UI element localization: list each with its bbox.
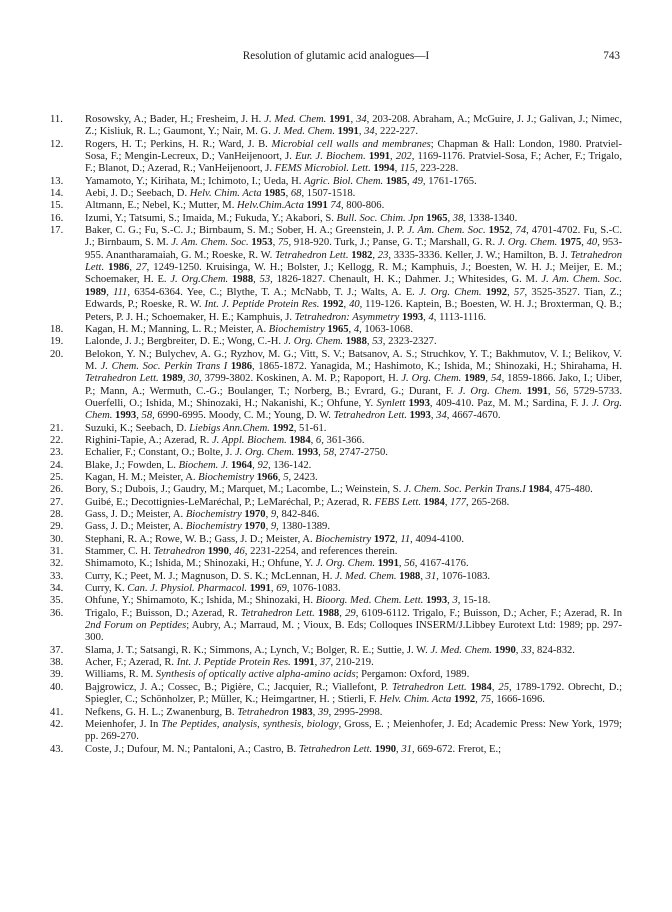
reference-text: Righini-Tapie, A.; Azerad, R. J. Appl. Biochem. 1984, 6, 361-366. bbox=[85, 434, 365, 446]
reference-item bbox=[50, 435, 622, 447]
reference-item bbox=[50, 114, 622, 139]
reference-item bbox=[50, 608, 622, 645]
reference-text: Gass, J. D.; Meister, A. Biochemistry 1970, 9, 1380-1389. bbox=[85, 521, 331, 533]
reference-number: 29. bbox=[50, 521, 64, 533]
reference-item bbox=[50, 139, 622, 176]
reference-text: Suzuki, K.; Seebach, D. Liebigs Ann.Chem. 1992, 51-61. bbox=[85, 422, 327, 434]
reference-text: Guibé, E.; Decottignies-LeMaréchal, P.; LeMaréchal, P.; Azerad, R. FEBS Lett. 1984, 177, 265-268. bbox=[85, 496, 510, 508]
reference-item bbox=[50, 472, 622, 484]
reference-item bbox=[50, 176, 622, 188]
reference-number: 22. bbox=[50, 434, 64, 446]
reference-text: Echalier, F.; Constant, O.; Bolte, J. J. Org. Chem. 1993, 58, 2747-2750. bbox=[85, 447, 388, 459]
reference-number: 19. bbox=[50, 336, 64, 348]
reference-item bbox=[50, 484, 622, 496]
reference-item bbox=[50, 423, 622, 435]
reference-text: Meienhofer, J. In The Peptides, analysis, synthesis, biology, Gross, E. ; Meienhofer, J. Ed; Academic Press: New York, 1979; pp. 269-270. bbox=[85, 718, 622, 743]
reference-number: 14. bbox=[50, 188, 64, 200]
reference-number: 40. bbox=[50, 681, 64, 693]
reference-list bbox=[50, 114, 622, 756]
reference-item bbox=[50, 213, 622, 225]
reference-item bbox=[50, 447, 622, 459]
reference-item bbox=[50, 682, 622, 707]
reference-text: Kagan, H. M.; Meister, A. Biochemistry 1966, 5, 2423. bbox=[85, 471, 318, 483]
reference-number: 34. bbox=[50, 583, 64, 595]
reference-number: 32. bbox=[50, 558, 64, 570]
reference-item bbox=[50, 719, 622, 744]
reference-number: 35. bbox=[50, 595, 64, 607]
reference-number: 12. bbox=[50, 138, 64, 150]
reference-text: Rosowsky, A.; Bader, H.; Fresheim, J. H. J. Med. Chem. 1991, 34, 203-208. Abraham, A.; McGuire, J. J.; Galivan, J.; Nimec, Z.; Kisliuk, R. L.; Gaumont, Y.; Nair, M. G. J. Med. Chem. 1991, 34, 222-227. bbox=[85, 114, 623, 138]
reference-text: Izumi, Y.; Tatsumi, S.; Imaida, M.; Fukuda, Y.; Akabori, S. Bull. Soc. Chim. Jpn 1965, 38, 1338-1340. bbox=[85, 212, 518, 224]
reference-text: Acher, F.; Azerad, R. Int. J. Peptide Protein Res. 1991, 37, 210-219. bbox=[85, 657, 374, 669]
reference-text: Baker, C. G.; Fu, S.-C. J.; Birnbaum, S. M.; Sober, H. A.; Greenstein, J. P. J. Am. Chem. Soc. 1952, 74, 4701-4702. Fu, S.-C. J.; Birnbaum, S. M. J. Am. Chem. Soc. 1953, 75, 918-920. Turk, J.; Panse, G. T.; Marshall, G. R. J. Org. Chem. 1975, 40, 953-955. Anantharamaiah, G. M.; Roeske, R. W. Tetrahedron Lett. 1982, 23, 3335-3336. Keller, J. W.; Hamilton, B. J. Tetrahedron Lett. 1986, 27, 1249-1250. Kruisinga, W. H.; Bolster, J.; Kellogg, R. M.; Kamphuis, J.; Boesten, W. H. J.; Meijer, E. M.; Schoemaker, H. E. J. Org.Chem. 1988, 53, 1826-1827. Chenault, H. K.; Dahmer. J.; Whitesides, G. M. J. Am. Chem. Soc. 1989, 111, 6354-6364. Yee, C.; Blythe, T. A.; McNabb, T. J.; Walts, A. E. J. Org. Chem. 1992, 57, 3525-3527. Tian, Z.; Edwards, P.; Roeske, R. W. Int. J. Peptide Protein Res. 1992, 40, 119-126. Kaptein, B.; Boesten, W. H. J.; Broxterman, Q. B.; Peters, P. J. H.; Schoemaker, H. E.; Kamphuis, J. Tetrahedron: Asymmetry 1993, 4, 1113-1116. bbox=[85, 225, 623, 323]
reference-item bbox=[50, 497, 622, 509]
reference-item bbox=[50, 744, 622, 756]
reference-number: 16. bbox=[50, 212, 64, 224]
reference-number: 11. bbox=[50, 114, 63, 125]
reference-number: 38. bbox=[50, 657, 64, 669]
reference-item bbox=[50, 595, 622, 607]
reference-item bbox=[50, 521, 622, 533]
reference-item bbox=[50, 188, 622, 200]
reference-text: Curry, K. Can. J. Physiol. Pharmacol. 1991, 69, 1076-1083. bbox=[85, 583, 341, 595]
reference-item bbox=[50, 657, 622, 669]
reference-text: Williams, R. M. Synthesis of optically active alpha-amino acids; Pergamon: Oxford, 1989. bbox=[85, 669, 470, 681]
reference-item bbox=[50, 583, 622, 595]
reference-number: 23. bbox=[50, 447, 64, 459]
reference-item bbox=[50, 707, 622, 719]
reference-text: Bajgrowicz, J. A.; Cossec, B.; Pigière, C.; Jacquier, R.; Viallefont, P. Tetrahedron Lett. 1984, 25, 1789-1792. Obrecht, D.; Spiegler, C.; Schönholzer, P.; Müller, K.; Heimgartner, H. ; Stierli, F. Helv. Chim. Acta 1992, 75, 1666-1696. bbox=[85, 681, 623, 706]
reference-number: 41. bbox=[50, 706, 64, 718]
reference-number: 30. bbox=[50, 533, 64, 545]
reference-item bbox=[50, 225, 622, 324]
reference-number: 36. bbox=[50, 607, 64, 619]
reference-item bbox=[50, 509, 622, 521]
reference-item bbox=[50, 324, 622, 336]
page-number: 743 bbox=[603, 50, 620, 62]
reference-number: 21. bbox=[50, 422, 64, 434]
reference-text: Ohfune, Y.; Shimamoto, K.; Ishida, M.; Shinozaki, H. Bioorg. Med. Chem. Lett. 1993, 3, 15-18. bbox=[85, 595, 491, 607]
reference-item bbox=[50, 349, 622, 423]
reference-item bbox=[50, 669, 622, 681]
reference-number: 26. bbox=[50, 484, 64, 496]
running-head bbox=[0, 50, 672, 66]
reference-item bbox=[50, 534, 622, 546]
reference-number: 37. bbox=[50, 644, 64, 656]
reference-item bbox=[50, 460, 622, 472]
reference-number: 39. bbox=[50, 669, 64, 681]
reference-text: Slama, J. T.; Satsangi, R. K.; Simmons, A.; Lynch, V.; Bolger, R. E.; Suttie, J. W. J. Med. Chem. 1990, 33, 824-832. bbox=[85, 644, 575, 656]
reference-number: 20. bbox=[50, 348, 64, 360]
reference-text: Altmann, E.; Nebel, K.; Mutter, M. Helv.Chim.Acta 1991 74, 800-806. bbox=[85, 200, 385, 212]
reference-number: 43. bbox=[50, 743, 64, 755]
reference-item bbox=[50, 546, 622, 558]
reference-text: Rogers, H. T.; Perkins, H. R.; Ward, J. B. Microbial cell walls and membranes; Chapman & Hall: London, 1980. Pratviel-Sosa, F.; Mengin-Lecreux, D.; VanHeijenoort, J. Eur. J. Biochem. 1991, 202, 1169-1176. Pratviel-Sosa, F.; Acher, F.; Trigalo, F.; Blanot, D.; Azerad, R.; VanHeijenoort, J. FEMS Microbiol. Lett. 1994, 115, 223-228. bbox=[85, 138, 623, 175]
reference-number: 27. bbox=[50, 496, 64, 508]
reference-number: 33. bbox=[50, 570, 64, 582]
reference-item bbox=[50, 336, 622, 348]
reference-text: Blake, J.; Fowden, L. Biochem. J. 1964, 92, 136-142. bbox=[85, 459, 312, 471]
reference-text: Lalonde, J. J.; Bergbreiter, D. E.; Wong, C.-H. J. Org. Chem. 1988, 53, 2323-2327. bbox=[85, 336, 437, 348]
reference-number: 18. bbox=[50, 323, 64, 335]
reference-number: 31. bbox=[50, 546, 64, 558]
reference-number: 42. bbox=[50, 718, 64, 730]
reference-item bbox=[50, 571, 622, 583]
reference-text: Trigalo, F.; Buisson, D.; Azerad, R. Tetrahedron Lett. 1988, 29, 6109-6112. Trigalo, F.; Buisson, D.; Acher, F.; Azerad, R. In 2nd Forum on Peptides; Aubry, A.; Marraud, M. ; Vioux, B. Eds; Colloques INSERM/J.Libbey Eurotext Ltd: 1989; pp. 297-300. bbox=[85, 607, 622, 644]
reference-text: Bory, S.; Dubois, J.; Gaudry, M.; Marquet, M.; Lacombe, L.; Weinstein, S. J. Chem. Soc. Perkin Trans.I 1984, 475-480. bbox=[85, 484, 593, 496]
reference-number: 15. bbox=[50, 200, 64, 212]
reference-text: Stammer, C. H. Tetrahedron 1990, 46, 2231-2254, and references therein. bbox=[85, 546, 398, 558]
running-head-title: Resolution of glutamic acid analogues—I bbox=[242, 50, 430, 62]
reference-text: Stephani, R. A.; Rowe, W. B.; Gass, J. D.; Meister, A. Biochemistry 1972, 11, 4094-4100. bbox=[85, 533, 465, 545]
reference-number: 24. bbox=[50, 459, 64, 471]
reference-text: Gass, J. D.; Meister, A. Biochemistry 1970, 9, 842-846. bbox=[85, 509, 320, 520]
reference-number: 13. bbox=[50, 175, 64, 187]
reference-text: Shimamoto, K.; Ishida, M.; Shinozaki, H.; Ohfune, Y. J. Org. Chem. 1991, 56, 4167-4176. bbox=[85, 558, 469, 570]
reference-text: Curry, K.; Peet, M. J.; Magnuson, D. S. K.; McLennan, H. J. Med. Chem. 1988, 31, 1076-1083. bbox=[85, 570, 491, 582]
reference-text: Yamamoto, Y.; Kirihata, M.; Ichimoto, I.; Ueda, H. Agric. Biol. Chem. 1985, 49, 1761-1765. bbox=[85, 175, 477, 187]
reference-number: 25. bbox=[50, 471, 64, 483]
reference-text: Nefkens, G. H. L.; Zwanenburg, B. Tetrahedron 1983, 39, 2995-2998. bbox=[85, 706, 383, 718]
reference-number: 28. bbox=[50, 509, 64, 520]
reference-item bbox=[50, 200, 622, 212]
reference-number: 17. bbox=[50, 225, 64, 237]
reference-text: Coste, J.; Dufour, M. N.; Pantaloni, A.; Castro, B. Tetrahedron Lett. 1990, 31, 669-672. Frerot, E.; bbox=[85, 743, 502, 755]
reference-text: Aebi, J. D.; Seebach, D. Helv. Chim. Acta 1985, 68, 1507-1518. bbox=[85, 188, 356, 200]
reference-text: Belokon, Y. N.; Bulychev, A. G.; Ryzhov, M. G.; Vitt, S. V.; Batsanov, A. S.; Struchkov, Y. T.; Bakhmutov, V. I.; Belikov, V. M. J. Chem. Soc. Perkin Trans I 1986, 1865-1872. Yanagida, M.; Hashimoto, K.; Ishida, M.; Shinozaki, H.; Shirahama, H. Tetrahedron Lett. 1989, 30, 3799-3802. Koskinen, A. M. P.; Rapoport, H. J. Org. Chem. 1989, 54, 1859-1866. Jako, I.; Uiber, P.; Mann, A.; Wermuth, C.-G.; Boulanger, T.; Norberg, B.; Evrard, G.; Durant, F. J. Org. Chem. 1991, 56, 5729-5733. Ouerfelli, O.; Ishida, M.; Shinozaki, H.; Nakanishi, K.; Ohfune, Y. Synlett 1993, 409-410. Paz, M. M.; Sardina, F. J. J. Org. Chem. 1993, 58, 6990-6995. Moody, C. M.; Young, D. W. Tetrahedron Lett. 1993, 34, 4667-4670. bbox=[85, 348, 623, 422]
reference-item bbox=[50, 645, 622, 657]
reference-item bbox=[50, 558, 622, 570]
reference-text: Kagan, H. M.; Manning, L. R.; Meister, A. Biochemistry 1965, 4, 1063-1068. bbox=[85, 323, 413, 335]
